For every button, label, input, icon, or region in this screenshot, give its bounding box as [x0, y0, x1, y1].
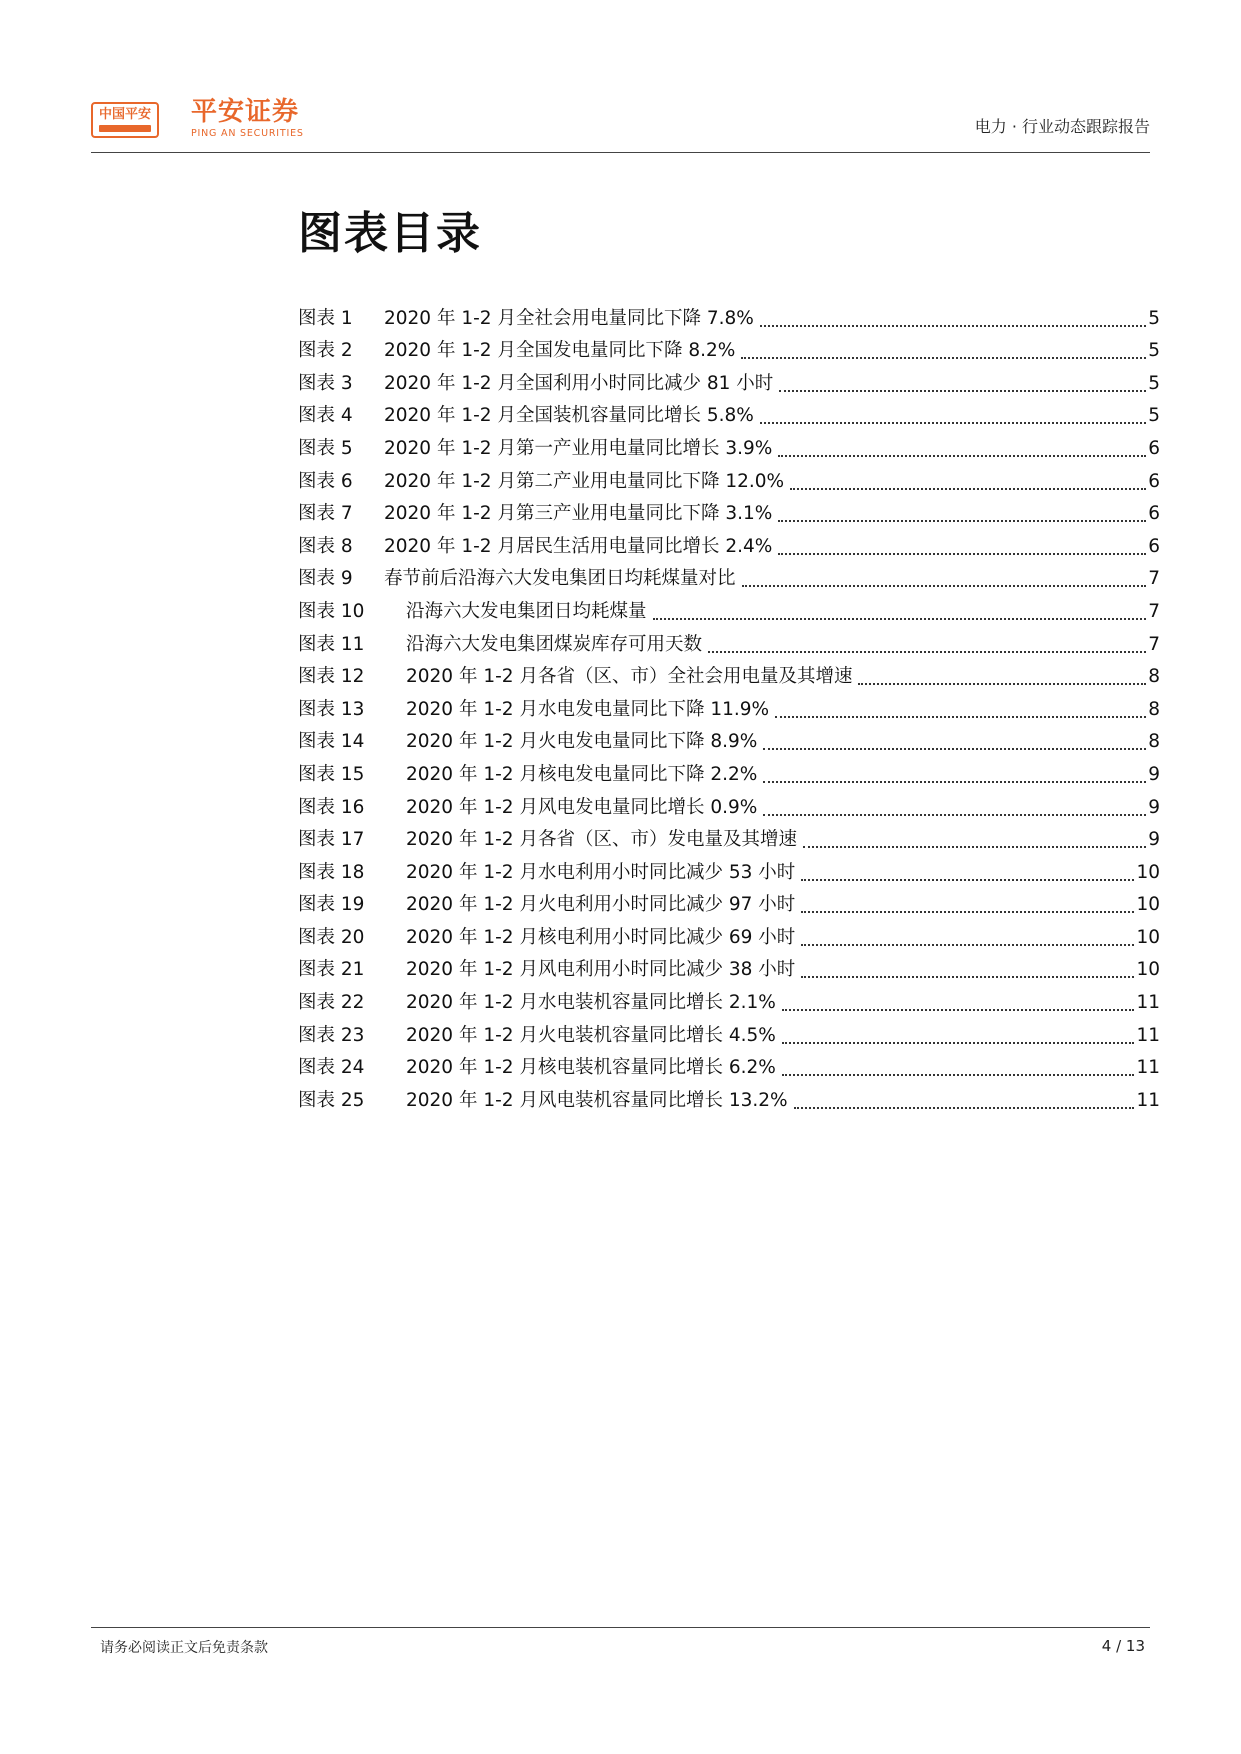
toc-entry-text: 2020 年 1-2 月水电发电量同比下降 11.9% [406, 698, 770, 720]
toc-entry-page: 5 [1148, 405, 1160, 427]
toc-entry-leader [801, 975, 1134, 978]
toc-entry-leader [742, 584, 1146, 587]
toc-entry[interactable] [298, 396, 1160, 429]
toc-entry-text: 2020 年 1-2 月核电发电量同比下降 2.2% [406, 763, 758, 785]
toc-entry-page: 9 [1148, 796, 1160, 818]
footer-disclaimer: 请务必阅读正文后免责条款 [100, 1640, 268, 1656]
toc-entry-page: 6 [1148, 470, 1160, 492]
toc-entry-label: 图表 25 [298, 1089, 365, 1111]
toc-entry[interactable] [298, 428, 1160, 461]
toc-entry-label: 图表 10 [298, 600, 365, 622]
toc-entry-label: 图表 3 [298, 372, 353, 394]
toc-entry-leader [858, 682, 1146, 685]
toc-entry-leader [803, 845, 1146, 848]
toc-entry-page: 6 [1148, 535, 1160, 557]
logo-left-bar [99, 125, 151, 132]
toc-entry-leader [782, 1073, 1135, 1076]
toc-entry-page: 10 [1136, 959, 1160, 981]
toc-entry-label: 图表 8 [298, 535, 353, 557]
toc-entry[interactable] [298, 526, 1160, 559]
toc-entry-label: 图表 15 [298, 763, 365, 785]
toc-entry[interactable] [298, 689, 1160, 722]
toc-entry-leader [782, 1008, 1135, 1011]
toc-entry-text: 2020 年 1-2 月居民生活用电量同比增长 2.4% [384, 535, 773, 557]
toc-entry-leader [794, 1106, 1135, 1109]
toc-entry-page: 11 [1136, 992, 1160, 1014]
footer-divider [91, 1627, 1150, 1628]
toc-entry[interactable] [298, 1048, 1160, 1081]
toc-entry-label: 图表 9 [298, 568, 353, 590]
logo-right-cn: 平安证券 [191, 97, 300, 127]
toc-entry[interactable] [298, 559, 1160, 592]
toc-entry[interactable] [298, 950, 1160, 983]
toc-entry[interactable] [298, 820, 1160, 853]
toc-entry-leader [801, 943, 1134, 946]
toc-entry-label: 图表 1 [298, 307, 353, 329]
toc-entry-text: 2020 年 1-2 月全国发电量同比下降 8.2% [384, 340, 736, 362]
toc-entry-page: 6 [1148, 503, 1160, 525]
toc-entry[interactable] [298, 494, 1160, 527]
toc-entry[interactable] [298, 787, 1160, 820]
toc-entry-page: 7 [1148, 600, 1160, 622]
toc-entry-label: 图表 18 [298, 861, 365, 883]
logo-left-text: 中国平安 [98, 107, 151, 122]
toc-entry[interactable] [298, 885, 1160, 918]
toc-entry-page: 8 [1148, 698, 1160, 720]
toc-entry-text: 2020 年 1-2 月水电装机容量同比增长 2.1% [406, 992, 776, 1014]
page-header [91, 94, 1150, 152]
toc-entry-page: 10 [1136, 894, 1160, 916]
toc-entry-label: 图表 6 [298, 470, 353, 492]
toc-entry-leader [778, 552, 1146, 555]
toc-entry-page: 11 [1136, 1089, 1160, 1111]
toc-entry-text: 2020 年 1-2 月火电发电量同比下降 8.9% [406, 731, 758, 753]
toc-entry-text: 2020 年 1-2 月水电利用小时同比减少 53 小时 [406, 861, 796, 883]
toc-entry-text: 2020 年 1-2 月火电利用小时同比减少 97 小时 [406, 894, 796, 916]
toc-entry-text: 2020 年 1-2 月全社会用电量同比下降 7.8% [384, 307, 754, 329]
toc-entry[interactable] [298, 657, 1160, 690]
toc-entry-leader [801, 878, 1134, 881]
toc-entry-page: 11 [1136, 1057, 1160, 1079]
toc-entry-text: 2020 年 1-2 月第二产业用电量同比下降 12.0% [384, 470, 785, 492]
toc-entry-text: 2020 年 1-2 月风电发电量同比增长 0.9% [406, 796, 758, 818]
toc-entry-page: 5 [1148, 340, 1160, 362]
toc-entry-leader [708, 650, 1146, 653]
ping-an-securities-logo [191, 98, 304, 140]
toc-entry-page: 5 [1148, 372, 1160, 394]
toc-entry[interactable] [298, 363, 1160, 396]
toc-entry-label: 图表 2 [298, 340, 353, 362]
toc-entry-text: 2020 年 1-2 月核电装机容量同比增长 6.2% [406, 1057, 776, 1079]
toc-entry-page: 9 [1148, 829, 1160, 851]
toc-entry-page: 8 [1148, 731, 1160, 753]
toc-entry-leader [653, 617, 1146, 620]
toc-entry[interactable] [298, 754, 1160, 787]
toc-entry-page: 5 [1148, 307, 1160, 329]
toc-entry-leader [760, 421, 1146, 424]
toc-entry-page: 9 [1148, 763, 1160, 785]
toc-entry-label: 图表 11 [298, 633, 365, 655]
logo-right-en: PING AN SECURITIES [191, 128, 304, 139]
page-title: 图表目录 [298, 208, 482, 259]
table-of-figures [298, 298, 1160, 1113]
report-type: 电力 · 行业动态跟踪报告 [974, 117, 1150, 136]
toc-entry-leader [763, 813, 1146, 816]
toc-entry-leader [778, 519, 1146, 522]
toc-entry-page: 10 [1136, 926, 1160, 948]
toc-entry-label: 图表 4 [298, 405, 353, 427]
header-divider [91, 152, 1150, 153]
toc-entry-text: 2020 年 1-2 月风电利用小时同比减少 38 小时 [406, 959, 796, 981]
toc-entry-label: 图表 13 [298, 698, 365, 720]
toc-entry-leader [779, 389, 1146, 392]
toc-entry-label: 图表 23 [298, 1024, 365, 1046]
toc-entry[interactable] [298, 852, 1160, 885]
toc-entry-text: 2020 年 1-2 月核电利用小时同比减少 69 小时 [406, 926, 796, 948]
toc-entry-leader [760, 324, 1146, 327]
toc-entry-label: 图表 19 [298, 894, 365, 916]
toc-entry-text: 春节前后沿海六大发电集团日均耗煤量对比 [384, 568, 736, 590]
toc-entry-text: 2020 年 1-2 月第一产业用电量同比增长 3.9% [384, 437, 773, 459]
toc-entry-leader [778, 454, 1146, 457]
toc-entry-label: 图表 24 [298, 1057, 365, 1079]
toc-entry-text: 2020 年 1-2 月各省（区、市）全社会用电量及其增速 [406, 666, 853, 688]
toc-entry-text: 沿海六大发电集团煤炭库存可用天数 [406, 633, 703, 655]
toc-entry-leader [775, 715, 1146, 718]
toc-entry-page: 7 [1148, 568, 1160, 590]
toc-entry-page: 6 [1148, 437, 1160, 459]
toc-entry-leader [801, 910, 1134, 913]
toc-entry-text: 沿海六大发电集团日均耗煤量 [406, 600, 647, 622]
toc-entry-label: 图表 16 [298, 796, 365, 818]
toc-entry-leader [782, 1041, 1135, 1044]
footer-page-number: 4 / 13 [1101, 1637, 1145, 1655]
toc-entry[interactable] [298, 917, 1160, 950]
toc-entry-label: 图表 5 [298, 437, 353, 459]
toc-entry-leader [790, 487, 1146, 490]
toc-entry-text: 2020 年 1-2 月风电装机容量同比增长 13.2% [406, 1089, 788, 1111]
toc-entry-label: 图表 20 [298, 926, 365, 948]
toc-entry-text: 2020 年 1-2 月全国利用小时同比减少 81 小时 [384, 372, 774, 394]
toc-entry-text: 2020 年 1-2 月火电装机容量同比增长 4.5% [406, 1024, 776, 1046]
toc-entry-leader [763, 747, 1146, 750]
toc-entry-label: 图表 14 [298, 731, 365, 753]
toc-entry-page: 11 [1136, 1024, 1160, 1046]
toc-entry-label: 图表 21 [298, 959, 365, 981]
toc-entry[interactable] [298, 461, 1160, 494]
toc-entry[interactable] [298, 298, 1160, 331]
toc-entry-page: 7 [1148, 633, 1160, 655]
toc-entry[interactable] [298, 591, 1160, 624]
toc-entry-text: 2020 年 1-2 月各省（区、市）发电量及其增速 [406, 829, 797, 851]
toc-entry[interactable] [298, 1015, 1160, 1048]
toc-entry-label: 图表 12 [298, 666, 365, 688]
toc-entry-label: 图表 7 [298, 503, 353, 525]
toc-entry-text: 2020 年 1-2 月全国装机容量同比增长 5.8% [384, 405, 754, 427]
toc-entry[interactable] [298, 1080, 1160, 1113]
toc-entry[interactable] [298, 982, 1160, 1015]
ping-an-group-logo [91, 102, 159, 138]
toc-entry-text: 2020 年 1-2 月第三产业用电量同比下降 3.1% [384, 503, 773, 525]
toc-entry[interactable] [298, 722, 1160, 755]
toc-entry-leader [741, 356, 1146, 359]
toc-entry-page: 8 [1148, 666, 1160, 688]
toc-entry[interactable] [298, 331, 1160, 364]
toc-entry-label: 图表 17 [298, 829, 365, 851]
toc-entry-page: 10 [1136, 861, 1160, 883]
toc-entry-label: 图表 22 [298, 992, 365, 1014]
toc-entry-leader [763, 780, 1146, 783]
toc-entry[interactable] [298, 624, 1160, 657]
